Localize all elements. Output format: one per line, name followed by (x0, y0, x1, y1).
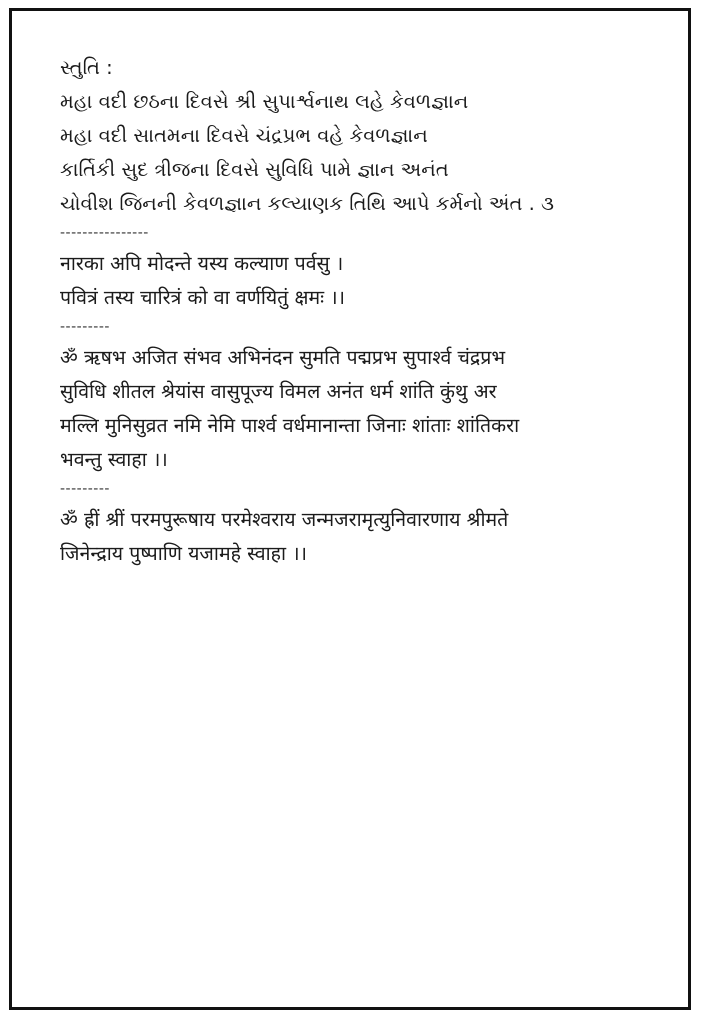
mantra1-line: मल्लि मुनिसुव्रत नमि नेमि पार्श्व वर्धमानान्ता जिनाः शांताः शांतिकरा (60, 414, 520, 437)
page-frame (9, 8, 691, 1010)
shloka-line: नारका अपि मोदन्ते यस्य कल्याण पर्वसु । (60, 252, 344, 275)
mantra1-line: सुविधि शीतल श्रेयांस वासुपूज्य विमल अनंत धर्म शांति कुंथु अर (60, 380, 497, 403)
separator: ---------------- (60, 225, 149, 241)
mantra1-line: भवन्तु स्वाहा ।। (60, 448, 168, 471)
shloka-line: पवित्रं तस्य चारित्रं को वा वर्णयितुं क्षमः ।। (60, 286, 346, 309)
mantra1-section (60, 341, 690, 477)
separator: --------- (60, 319, 110, 335)
mantra2-section (60, 503, 690, 571)
stuti-line: ચોવીશ જિનની કેવળજ્ઞાન કલ્યાણક તિથિ આપે કર્મનો અંત . ૩ (60, 192, 554, 215)
mantra1-line: ॐ ऋषभ अजित संभव अभिनंदन सुमति पद्मप्रभ सुपार्श्व चंद्रप्रभ (60, 346, 506, 369)
separator: --------- (60, 481, 110, 497)
stuti-line: મહા વદી સાતમના દિવસે ચંદ્રપ્રભ વહે કેવળજ્ઞાન (60, 124, 428, 147)
stuti-line: કાર્તિકી સુદ ત્રીજના દિવસે સુવિધિ પામે જ્ઞાન અનંત (60, 158, 449, 181)
stuti-section (60, 51, 690, 221)
stuti-heading: સ્તુતિ : (60, 56, 113, 79)
page-content (60, 51, 690, 571)
mantra2-line: ॐ ह्रीं श्रीं परमपुरूषाय परमेश्वराय जन्मजरामृत्युनिवारणाय श्रीमते (60, 508, 509, 531)
stuti-line: મહા વદી છઠના દિવસે શ્રી સુપાર્શ્વનાથ લહે કેવળજ્ઞાન (60, 90, 469, 113)
shloka-section (60, 247, 690, 315)
mantra2-line: जिनेन्द्राय पुष्पाणि यजामहे स्वाहा ।। (60, 542, 308, 565)
